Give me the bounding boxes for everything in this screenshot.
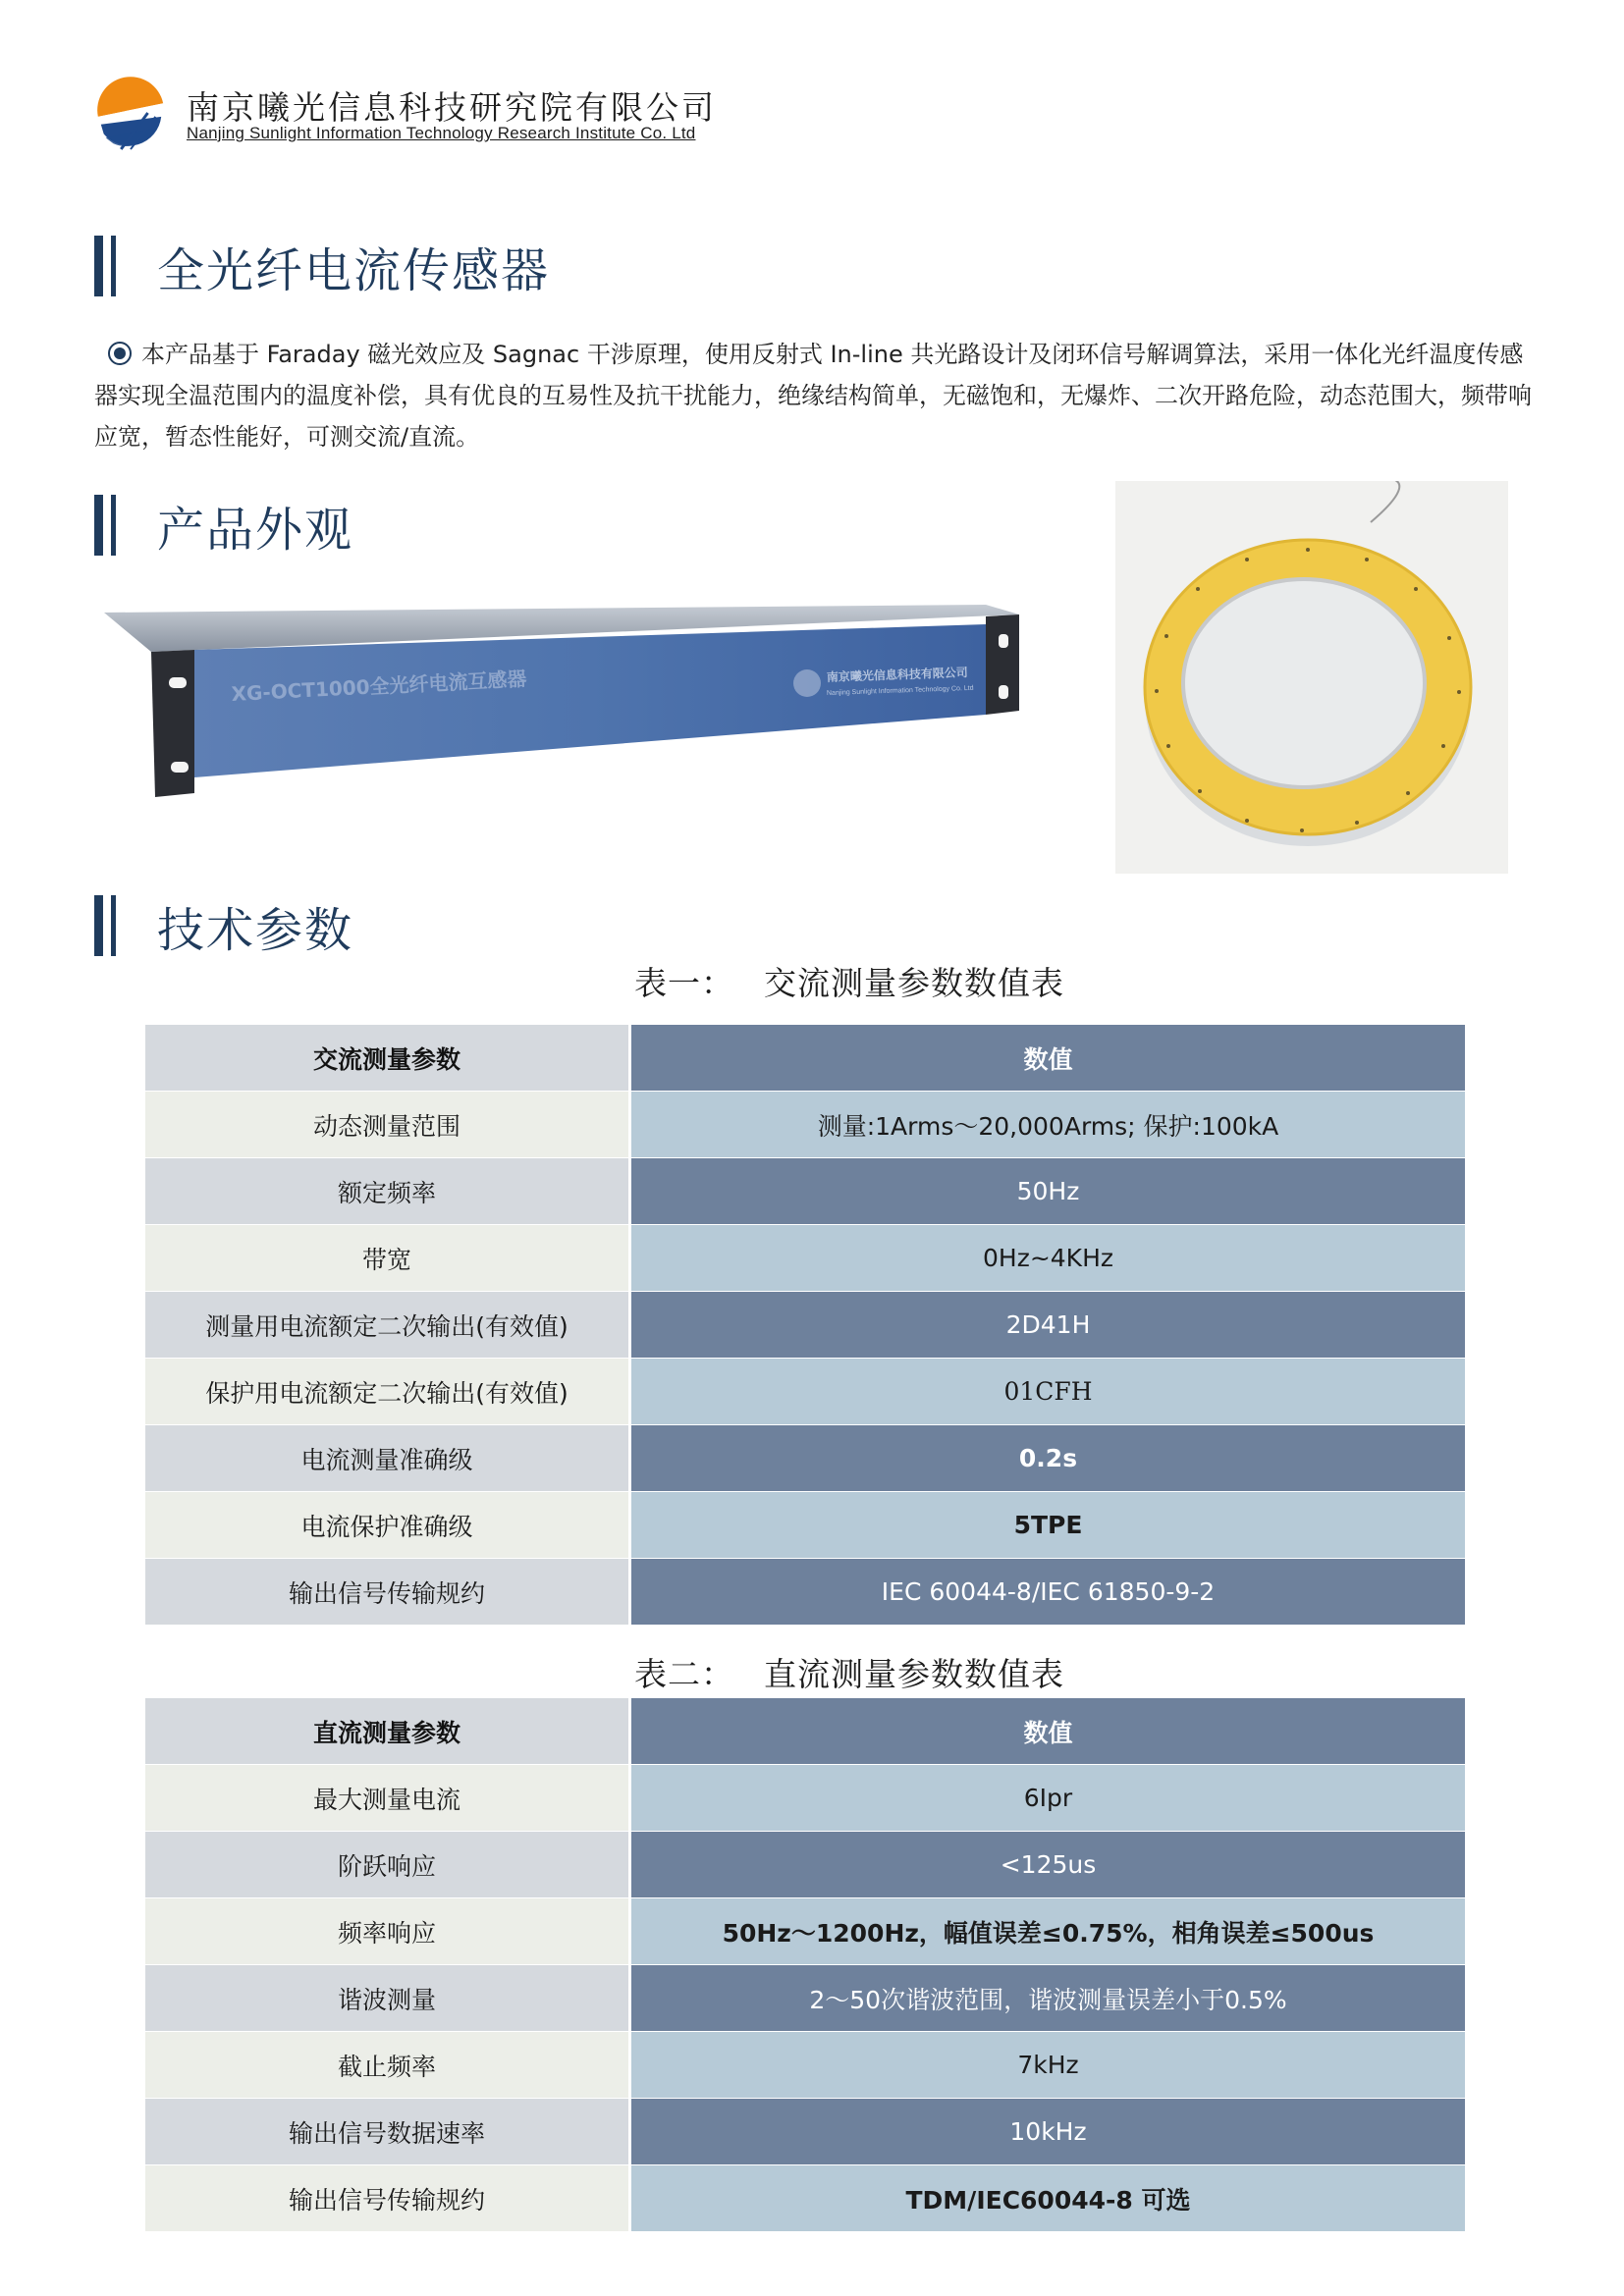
param-value-cell: 5TPE: [631, 1492, 1465, 1558]
heading-bar-icon: [94, 895, 116, 956]
param-value-cell: 50Hz: [631, 1158, 1465, 1224]
heading-bar-icon: [94, 495, 116, 556]
table1-caption: [634, 958, 1064, 1004]
table-header-cell: 数值: [631, 1025, 1465, 1091]
param-value-cell: IEC 60044-8/IEC 61850-9-2: [631, 1559, 1465, 1625]
table-row: [145, 1292, 1465, 1358]
param-value-cell: 01CFH: [631, 1359, 1465, 1424]
table-row: [145, 1765, 1465, 1831]
table-row: [145, 1359, 1465, 1424]
table2-caption: [634, 1649, 1064, 1695]
product-description-text: 本产品基于 Faraday 磁光效应及 Sagnac 干涉原理，使用反射式 In-line 共光路设计及闭环信号解调算法，采用一体化光纤温度传感器实现全温范围内的温度补偿，具有优良的互易性及抗干扰能力，绝缘结构简单，无磁饱和，无爆炸、二次开路危险，动态范围大，频带响应宽，暂态性能好，可测交流/直流。: [94, 341, 1532, 451]
ac-parameter-table: [145, 1025, 1465, 1626]
param-name-cell: 截止频率: [145, 2032, 628, 2098]
heading-bar-icon: [94, 236, 116, 296]
table1-caption-text: 交流测量参数数值表: [764, 964, 1064, 1002]
sensor-ring-image: [1115, 481, 1508, 874]
table-header-cell: 直流测量参数: [145, 1698, 628, 1764]
param-name-cell: 电流保护准确级: [145, 1492, 628, 1558]
param-value-cell: 50Hz～1200Hz，幅值误差≤0.75%，相角误差≤500us: [631, 1898, 1465, 1964]
device-brand-en: Nanjing Sunlight Information Technology Co. Ltd: [826, 684, 974, 697]
table-row: [145, 2165, 1465, 2231]
device-brand-cn: 南京曦光信息科技有限公司: [826, 665, 969, 684]
param-name-cell: 输出信号传输规约: [145, 2165, 628, 2231]
table-row: [145, 1092, 1465, 1157]
table-row: [145, 1158, 1465, 1224]
param-name-cell: 保护用电流额定二次输出(有效值): [145, 1359, 628, 1424]
table-row: [145, 1832, 1465, 1897]
table1-caption-prefix: 表一：: [634, 964, 734, 1002]
param-value-cell: TDM/IEC60044-8 可选: [631, 2165, 1465, 2231]
param-name-cell: 最大测量电流: [145, 1765, 628, 1831]
param-name-cell: 电流测量准确级: [145, 1425, 628, 1491]
table-header-cell: 数值: [631, 1698, 1465, 1764]
dc-parameter-table: [145, 1698, 1465, 2232]
device-model-label: XG-OCT1000全光纤电流互感器: [231, 667, 527, 706]
param-name-cell: 谐波测量: [145, 1965, 628, 2031]
page-title: 全光纤电流传感器: [157, 242, 551, 298]
param-value-cell: 2～50次谐波范围，谐波测量误差小于0.5%: [631, 1965, 1465, 2031]
table-row: [145, 1425, 1465, 1491]
bullet-icon: [108, 342, 132, 365]
tech-title: 技术参数: [157, 902, 354, 958]
company-name-cn: 南京曦光信息科技研究院有限公司: [187, 88, 717, 127]
param-value-cell: 7kHz: [631, 2032, 1465, 2098]
table2-caption-prefix: 表二：: [634, 1655, 734, 1693]
param-name-cell: 动态测量范围: [145, 1092, 628, 1157]
param-name-cell: 阶跃响应: [145, 1832, 628, 1897]
product-description: [94, 334, 1538, 457]
table-row: [145, 2099, 1465, 2164]
param-value-cell: 0Hz~4KHz: [631, 1225, 1465, 1291]
appearance-heading: [94, 493, 353, 558]
param-value-cell: 测量:1Arms～20,000Arms; 保护:100kA: [631, 1092, 1465, 1157]
param-value-cell: 2D41H: [631, 1292, 1465, 1358]
param-name-cell: 输出信号数据速率: [145, 2099, 628, 2164]
table-row: [145, 1225, 1465, 1291]
appearance-title: 产品外观: [157, 502, 354, 558]
param-name-cell: 带宽: [145, 1225, 628, 1291]
param-value-cell: 0.2s: [631, 1425, 1465, 1491]
tech-heading: [94, 893, 353, 958]
table-row: [145, 1492, 1465, 1558]
param-name-cell: 输出信号传输规约: [145, 1559, 628, 1625]
company-name-en: Nanjing Sunlight Information Technology Research Institute Co. Ltd: [187, 124, 696, 142]
table-header-cell: 交流测量参数: [145, 1025, 628, 1091]
product-title-heading: [94, 234, 550, 298]
table2-caption-text: 直流测量参数数值表: [764, 1655, 1064, 1693]
table-row: [145, 2032, 1465, 2098]
table-header-row: [145, 1698, 1465, 1764]
param-value-cell: 6Ipr: [631, 1765, 1465, 1831]
table-row: [145, 1898, 1465, 1964]
table-row: [145, 1965, 1465, 2031]
param-value-cell: <125us: [631, 1832, 1465, 1897]
rack-device-image: [102, 605, 1031, 797]
sunrise-logo-icon: [92, 75, 169, 151]
param-name-cell: 测量用电流额定二次输出(有效值): [145, 1292, 628, 1358]
table-header-row: [145, 1025, 1465, 1091]
table-row: [145, 1559, 1465, 1625]
param-name-cell: 额定频率: [145, 1158, 628, 1224]
param-name-cell: 频率响应: [145, 1898, 628, 1964]
param-value-cell: 10kHz: [631, 2099, 1465, 2164]
